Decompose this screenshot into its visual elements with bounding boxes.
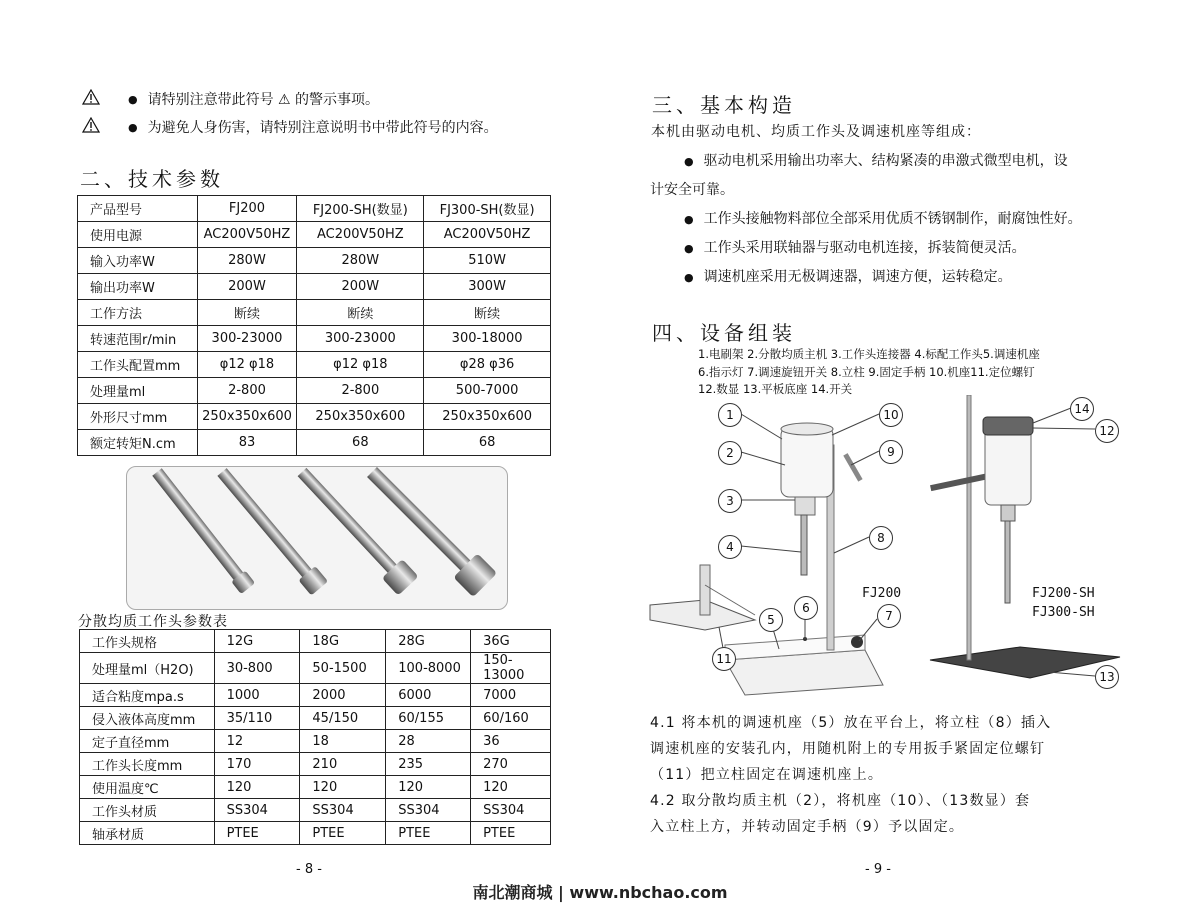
model-label-fj200-sh: FJ200-SH	[1032, 586, 1095, 601]
spec-value-cell: 300-23000	[197, 326, 297, 352]
head-value-cell: 18G	[300, 630, 386, 653]
spec-value-cell: AC200V50HZ	[424, 222, 551, 248]
head-header-row	[80, 630, 551, 653]
head-value-cell: 270	[471, 753, 551, 776]
spec-value-cell: 2-800	[197, 378, 297, 404]
head-value-cell: 235	[386, 753, 471, 776]
spec-value-cell: 500-7000	[424, 378, 551, 404]
head-label-cell: 工作头长度mm	[80, 753, 215, 776]
head-value-cell: 100-8000	[386, 653, 471, 684]
callout-4: 4	[718, 535, 742, 559]
page-number-right: - 9 -	[865, 862, 891, 877]
head-row	[80, 707, 551, 730]
head-label-cell: 适合粘度mpa.s	[80, 684, 215, 707]
warning-text-2: 为避免人身伤害，请特别注意说明书中带此符号的内容。	[147, 120, 498, 136]
spec-label-cell: 处理量ml	[78, 378, 198, 404]
head-value-cell: 45/150	[300, 707, 386, 730]
head-value-cell: 120	[471, 776, 551, 799]
head-value-cell: 12G	[214, 630, 300, 653]
spec-value-cell: 200W	[297, 274, 424, 300]
spec-value-cell: 68	[424, 430, 551, 456]
bullet-item: ● 调速机座采用无极调速器，调速方便，运转稳定。	[684, 269, 1012, 285]
head-value-cell: 36	[471, 730, 551, 753]
head-value-cell: 12	[214, 730, 300, 753]
spec-row	[78, 300, 551, 326]
head-value-cell: 150-13000	[471, 653, 551, 684]
spec-value-cell: 300-18000	[424, 326, 551, 352]
spec-value-cell: 200W	[197, 274, 297, 300]
section-title-structure: 三、基本构造	[652, 93, 796, 117]
section-title-tech-params: 二、技术参数	[80, 167, 224, 191]
spec-value-cell: FJ200-SH(数显)	[297, 196, 424, 222]
step-4-1-line: 4.1 将本机的调速机座（5）放在平台上，将立柱（8）插入	[650, 715, 1052, 731]
step-4-2-line: 4.2 取分散均质主机（2），将机座（10）、（13数显）套	[650, 793, 1031, 809]
spec-row	[78, 352, 551, 378]
head-value-cell: PTEE	[214, 822, 300, 845]
head-value-cell: 2000	[300, 684, 386, 707]
bullet-item: ● 驱动电机采用输出功率大、结构紧凑的串激式微型电机，设	[684, 153, 1068, 169]
spec-value-cell: φ28 φ36	[424, 352, 551, 378]
bullet-dot-icon: ●	[128, 120, 138, 134]
head-label-cell: 工作头材质	[80, 799, 215, 822]
model-label-fj300-sh: FJ300-SH	[1032, 605, 1095, 620]
head-label-cell: 工作头规格	[80, 630, 215, 653]
head-value-cell: 60/160	[471, 707, 551, 730]
spec-value-cell: AC200V50HZ	[197, 222, 297, 248]
spec-row	[78, 326, 551, 352]
warning-row-2	[82, 116, 498, 138]
spec-value-cell: 断续	[424, 300, 551, 326]
bullet-dot-icon: ●	[684, 242, 694, 255]
head-value-cell: PTEE	[386, 822, 471, 845]
stand-fragment-illustration	[650, 565, 755, 630]
spec-value-cell: 280W	[297, 248, 424, 274]
callout-12: 12	[1095, 419, 1119, 443]
head-value-cell: 120	[300, 776, 386, 799]
table2-title: 分散均质工作头参数表	[78, 614, 228, 630]
callout-3: 3	[718, 489, 742, 513]
spec-row	[78, 248, 551, 274]
head-value-cell: 7000	[471, 684, 551, 707]
footer-brand: 南北潮商城 | www.nbchao.com	[472, 883, 728, 902]
step-4-2-line: 入立柱上方，并转动固定手柄（9）予以固定。	[650, 819, 965, 835]
spec-label-cell: 产品型号	[78, 196, 198, 222]
spec-value-cell: FJ300-SH(数显)	[424, 196, 551, 222]
section-title-assembly: 四、设备组装	[652, 321, 796, 345]
head-value-cell: PTEE	[471, 822, 551, 845]
spec-value-cell: 300W	[424, 274, 551, 300]
head-value-cell: 18	[300, 730, 386, 753]
callout-8: 8	[869, 526, 893, 550]
head-value-cell: SS304	[471, 799, 551, 822]
head-value-cell: 28G	[386, 630, 471, 653]
head-value-cell: 28	[386, 730, 471, 753]
head-value-cell: SS304	[300, 799, 386, 822]
head-value-cell: 30-800	[214, 653, 300, 684]
head-value-cell: 170	[214, 753, 300, 776]
work-head-photo	[126, 466, 508, 610]
head-value-cell: PTEE	[300, 822, 386, 845]
spec-value-cell: 250x350x600	[297, 404, 424, 430]
callout-5: 5	[759, 608, 783, 632]
bullet-dot-icon: ●	[684, 271, 694, 284]
warning-triangle-icon	[82, 89, 102, 109]
spec-value-cell: 250x350x600	[424, 404, 551, 430]
head-value-cell: 50-1500	[300, 653, 386, 684]
head-row	[80, 653, 551, 684]
head-value-cell: 120	[386, 776, 471, 799]
step-4-1-line: 调速机座的安装孔内，用随机附上的专用扳手紧固定位螺钉	[650, 741, 1046, 757]
callout-1: 1	[718, 403, 742, 427]
head-value-cell: 120	[214, 776, 300, 799]
head-row	[80, 822, 551, 845]
spec-value-cell: 510W	[424, 248, 551, 274]
spec-row	[78, 222, 551, 248]
head-value-cell: 60/155	[386, 707, 471, 730]
head-value-cell: 36G	[471, 630, 551, 653]
warning-text-1: 请特别注意带此符号 ⚠ 的警示事项。	[147, 92, 380, 108]
page-number-left: - 8 -	[296, 862, 322, 877]
head-row	[80, 753, 551, 776]
spec-value-cell: 68	[297, 430, 424, 456]
fj200-illustration	[725, 423, 883, 695]
spec-label-cell: 外形尺寸mm	[78, 404, 198, 430]
spec-label-cell: 输入功率W	[78, 248, 198, 274]
spec-value-cell: φ12 φ18	[197, 352, 297, 378]
callout-9: 9	[879, 440, 903, 464]
bullet-item: ● 工作头接触物料部位全部采用优质不锈钢制作，耐腐蚀性好。	[684, 211, 1082, 227]
assembly-steps	[650, 710, 1051, 840]
parts-list	[698, 346, 1040, 399]
callout-14: 14	[1070, 397, 1094, 421]
head-value-cell: 1000	[214, 684, 300, 707]
spec-label-cell: 额定转矩N.cm	[78, 430, 198, 456]
head-value-cell: SS304	[214, 799, 300, 822]
spec-label-cell: 工作头配置mm	[78, 352, 198, 378]
model-label-fj200: FJ200	[862, 586, 902, 601]
head-row	[80, 684, 551, 707]
bullet-dot-icon: ●	[684, 213, 694, 226]
spec-value-cell: 断续	[197, 300, 297, 326]
spec-header-row	[78, 196, 551, 222]
warning-triangle-icon	[82, 117, 102, 137]
callout-10: 10	[879, 403, 903, 427]
parts-line: 1.电刷架 2.分散均质主机 3.工作头连接器 4.标配工作头5.调速机座	[698, 347, 1040, 361]
spec-value-cell: φ12 φ18	[297, 352, 424, 378]
spec-row	[78, 274, 551, 300]
head-label-cell: 轴承材质	[80, 822, 215, 845]
spec-label-cell: 输出功率W	[78, 274, 198, 300]
bullet-dot-icon: ●	[128, 92, 138, 106]
spec-row	[78, 430, 551, 456]
spec-value-cell: FJ200	[197, 196, 297, 222]
head-row	[80, 799, 551, 822]
bullet-dot-icon: ●	[684, 155, 694, 168]
spec-value-cell: 83	[197, 430, 297, 456]
parts-line: 12.数显 13.平板底座 14.开关	[698, 382, 853, 396]
head-value-cell: SS304	[386, 799, 471, 822]
work-head-table	[79, 629, 551, 845]
head-label-cell: 处理量ml（H2O)	[80, 653, 215, 684]
callout-6: 6	[794, 596, 818, 620]
callout-11: 11	[712, 647, 736, 671]
spec-value-cell: AC200V50HZ	[297, 222, 424, 248]
parts-line: 6.指示灯 7.调速旋钮开关 8.立柱 9.固定手柄 10.机座11.定位螺钉	[698, 364, 1035, 379]
head-value-cell: 210	[300, 753, 386, 776]
spec-label-cell: 转速范围r/min	[78, 326, 198, 352]
head-label-cell: 使用温度℃	[80, 776, 215, 799]
callout-2: 2	[718, 441, 742, 465]
head-row	[80, 730, 551, 753]
callout-13: 13	[1095, 665, 1119, 689]
spec-value-cell: 断续	[297, 300, 424, 326]
fj200-sh-illustration	[930, 395, 1120, 678]
spec-value-cell: 280W	[197, 248, 297, 274]
head-value-cell: 35/110	[214, 707, 300, 730]
spec-label-cell: 使用电源	[78, 222, 198, 248]
spec-value-cell: 300-23000	[297, 326, 424, 352]
head-label-cell: 侵入液体高度mm	[80, 707, 215, 730]
bullet-item-cont: 计安全可靠。	[650, 182, 734, 198]
bullet-item: ● 工作头采用联轴器与驱动电机连接，拆装简便灵活。	[684, 240, 1026, 256]
spec-row	[78, 378, 551, 404]
head-label-cell: 定子直径mm	[80, 730, 215, 753]
callout-7: 7	[877, 604, 901, 628]
spec-table	[77, 195, 551, 456]
spec-row	[78, 404, 551, 430]
spec-value-cell: 2-800	[297, 378, 424, 404]
structure-intro: 本机由驱动电机、均质工作头及调速机座等组成：	[651, 124, 981, 140]
spec-value-cell: 250x350x600	[197, 404, 297, 430]
step-4-1-line: （11）把立柱固定在调速机座上。	[650, 767, 884, 783]
head-row	[80, 776, 551, 799]
head-value-cell: 6000	[386, 684, 471, 707]
spec-label-cell: 工作方法	[78, 300, 198, 326]
warning-row-1	[82, 88, 379, 110]
